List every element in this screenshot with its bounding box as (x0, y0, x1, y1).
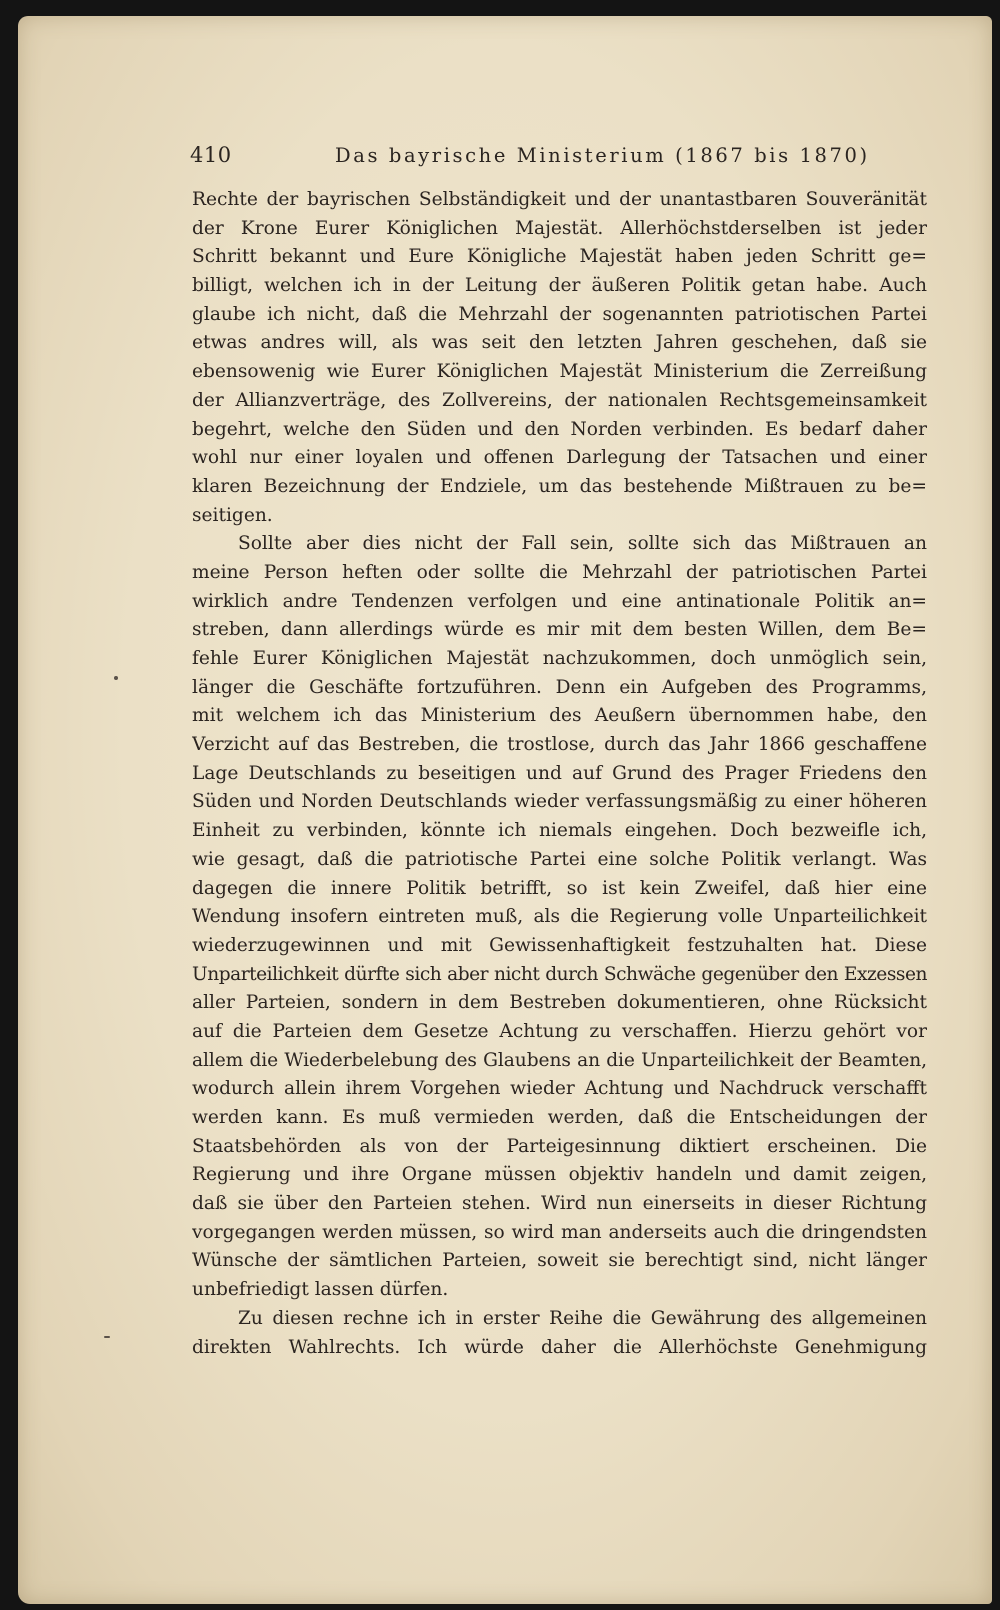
text-line: daß sie über den Parteien stehen. Wird nun einerseits in dieser Richtung (192, 1193, 927, 1215)
paper-speck (114, 676, 118, 680)
text-line: Rechte der bayrischen Selbständigkeit und der unantastbaren Souveränität (192, 189, 927, 210)
text-line: allem die Wiederbelebung des Glaubens an die Unparteilichkeit der Beamten, (192, 1049, 927, 1071)
running-title: Das bayrische Ministerium (1867 bis 1870) (335, 144, 870, 167)
text-line: Einheit zu verbinden, könnte ich niemals eingehen. Doch bezweifle ich, (192, 820, 927, 842)
text-line: Süden und Norden Deutschlands wieder verfassungsmäßig zu einer höheren (192, 791, 927, 813)
text-line: aller Parteien, sondern in dem Bestreben dokumentieren, ohne Rücksicht (192, 992, 927, 1014)
text-line: wohl nur einer loyalen und offenen Darlegung der Tatsachen und einer (192, 447, 927, 469)
text-line: der Krone Eurer Königlichen Majestät. Allerhöchstderselben ist jeder (192, 217, 927, 239)
text-line: Wendung insofern eintreten muß, als die Regierung volle Unparteilichkeit (192, 906, 927, 928)
text-line: der Allianzverträge, des Zollvereins, der nationalen Rechtsgemeinsamkeit (192, 389, 927, 411)
text-line: länger die Geschäfte fortzuführen. Denn ein Aufgeben des Programms, (192, 676, 927, 698)
text-line: ebensowenig wie Eurer Königlichen Majestät Ministerium die Zerreißung (192, 361, 927, 383)
text-line: klaren Bezeichnung der Endziele, um das bestehende Mißtrauen zu be= (192, 475, 927, 497)
text-line: Lage Deutschlands zu beseitigen und auf Grund des Prager Friedens den (192, 762, 927, 784)
text-line: wirklich andre Tendenzen verfolgen und eine antinationale Politik an= (192, 590, 927, 612)
text-line: Wünsche der sämtlichen Parteien, soweit sie berechtigt sind, nicht länger (192, 1250, 927, 1272)
paragraph-first-line: Zu diesen rechne ich in erster Reihe die Gewährung des allgemeinen (238, 1307, 927, 1329)
text-line: werden kann. Es muß vermieden werden, daß die Entscheidungen der (192, 1107, 927, 1128)
text-line: Unparteilichkeit dürfte sich aber nicht durch Schwäche gegenüber den Exzessen (192, 963, 927, 985)
running-header (190, 143, 920, 173)
text-line: Verzicht auf das Bestreben, die trostlose, durch das Jahr 1866 geschaffene (192, 734, 927, 756)
text-line: dagegen die innere Politik betrifft, so ist kein Zweifel, daß hier eine (192, 877, 927, 899)
text-line: unbefriedigt lassen dürfen. (192, 1279, 449, 1301)
text-line: wiederzugewinnen und mit Gewissenhaftigkeit festzuhalten hat. Diese (192, 934, 927, 956)
text-line: etwas andres will, als was seit den letzten Jahren geschehen, daß sie (192, 332, 927, 354)
paper-speck (104, 1336, 110, 1338)
text-line: Staatsbehörden als von der Parteigesinnung diktiert erscheinen. Die (192, 1135, 927, 1157)
text-line: meine Person heften oder sollte die Mehrzahl der patriotischen Partei (192, 561, 927, 583)
text-line: seitigen. (192, 504, 273, 526)
text-line: Schritt bekannt und Eure Königliche Majestät haben jeden Schritt ge= (192, 246, 927, 268)
text-line: Regierung und ihre Organe müssen objektiv handeln und damit zeigen, (192, 1164, 927, 1186)
text-line: billigt, welchen ich in der Leitung der äußeren Politik getan habe. Auch (192, 275, 927, 297)
paragraph-first-line: Sollte aber dies nicht der Fall sein, sollte sich das Mißtrauen an (238, 533, 927, 555)
text-line: fehle Eurer Königlichen Majestät nachzukommen, doch unmöglich sein, (192, 648, 927, 669)
text-line: glaube ich nicht, daß die Mehrzahl der sogenannten patriotischen Partei (192, 303, 927, 325)
text-line: vorgegangen werden müssen, so wird man anderseits auch die dringendsten (192, 1221, 927, 1243)
text-line: begehrt, welche den Süden und den Norden verbinden. Es bedarf daher (192, 418, 927, 440)
text-line: wodurch allein ihrem Vorgehen wieder Achtung und Nachdruck verschafft (192, 1078, 927, 1100)
text-line: mit welchem ich das Ministerium des Aeußern übernommen habe, den (192, 705, 927, 727)
text-line: auf die Parteien dem Gesetze Achtung zu verschaffen. Hierzu gehört vor (192, 1020, 927, 1042)
text-line: streben, dann allerdings würde es mir mit dem besten Willen, dem Be= (192, 619, 927, 641)
text-line: direkten Wahlrechts. Ich würde daher die Allerhöchste Genehmigung (192, 1336, 927, 1358)
text-line: wie gesagt, daß die patriotische Partei eine solche Politik verlangt. Was (192, 848, 927, 870)
body-text (192, 186, 927, 1362)
page-number: 410 (190, 143, 232, 167)
